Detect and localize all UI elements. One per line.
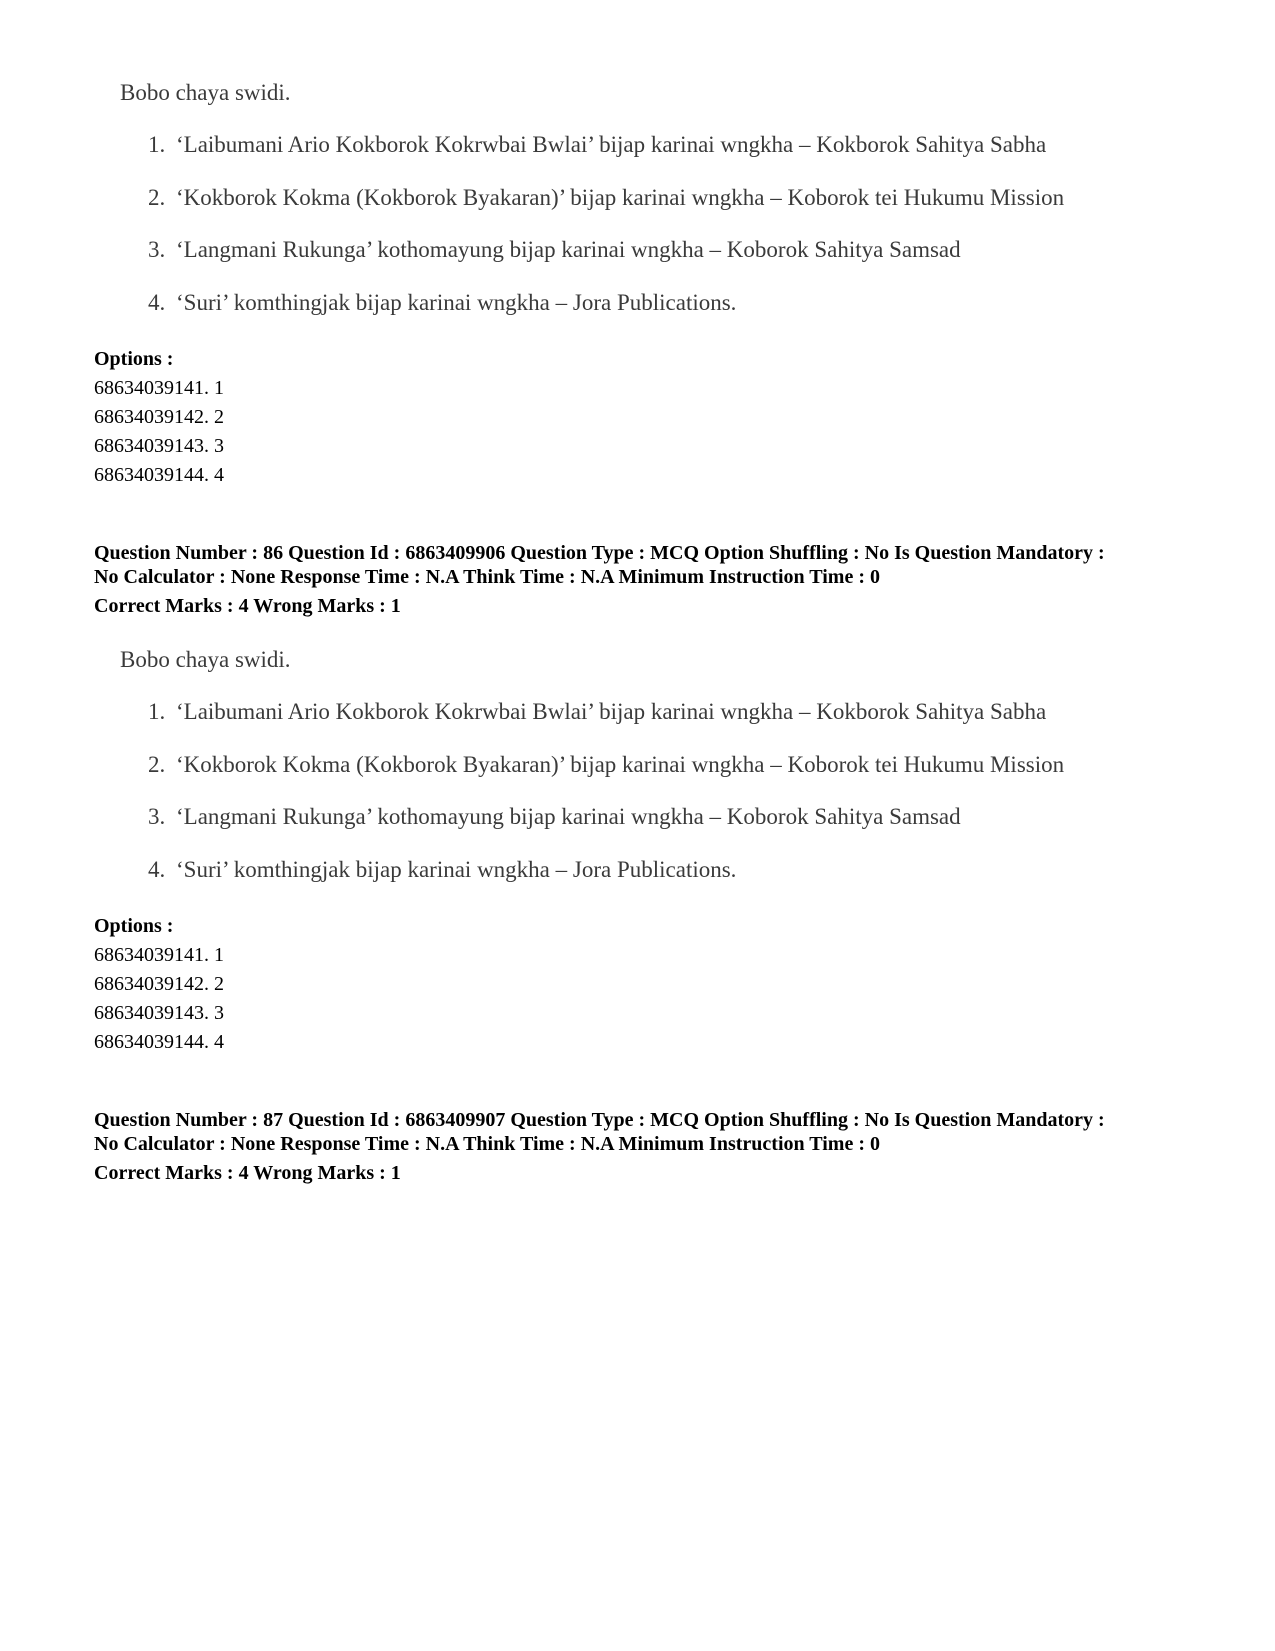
option-2: 68634039142. 2 [94,406,224,428]
option-1: 68634039141. 1 [94,944,224,966]
option-3: 68634039143. 3 [94,1002,224,1024]
question-86-header [94,541,1214,618]
statement-text: ‘Laibumani Ario Kokborok Kokrwbai Bwlai’ bijap karinai wngkha – Kokborok Sahitya Sabha [176,132,1047,157]
statement-number: 2. [148,752,166,777]
statement-2 [148,752,1064,778]
statement-number: 3. [148,804,166,829]
statement-text: ‘Laibumani Ario Kokborok Kokrwbai Bwlai’ bijap karinai wngkha – Kokborok Sahitya Sabha [176,699,1047,724]
question-intro: Bobo chaya swidi. [120,80,291,105]
question-marks: Correct Marks : 4 Wrong Marks : 1 [94,1162,401,1184]
statement-3 [148,237,961,263]
question-meta-line-2: No Calculator : None Response Time : N.A Think Time : N.A Minimum Instruction Time : 0 [94,566,880,588]
question-intro: Bobo chaya swidi. [120,647,291,672]
statement-4 [148,290,736,316]
question-meta-line-1: Question Number : 87 Question Id : 6863409907 Question Type : MCQ Option Shuffling : No Is Question Mandatory : [94,1109,1105,1131]
option-4: 68634039144. 4 [94,464,224,486]
statement-text: ‘Suri’ komthingjak bijap karinai wngkha – Jora Publications. [176,290,737,315]
question-87-header [94,1108,1214,1185]
statement-number: 1. [148,699,166,724]
option-4: 68634039144. 4 [94,1031,224,1053]
statement-4 [148,857,736,883]
statement-1 [148,132,1046,158]
options-block-86 [94,912,224,1057]
statement-text: ‘Langmani Rukunga’ kothomayung bijap karinai wngkha – Koborok Sahitya Samsad [176,804,961,829]
options-label: Options : [94,915,174,937]
statement-text: ‘Kokborok Kokma (Kokborok Byakaran)’ bijap karinai wngkha – Koborok tei Hukumu Mission [176,752,1065,777]
statement-text: ‘Suri’ komthingjak bijap karinai wngkha – Jora Publications. [176,857,737,882]
statement-number: 4. [148,290,166,315]
options-block-1 [94,345,224,490]
option-3: 68634039143. 3 [94,435,224,457]
option-2: 68634039142. 2 [94,973,224,995]
statement-3 [148,804,961,830]
statement-number: 3. [148,237,166,262]
statement-text: ‘Kokborok Kokma (Kokborok Byakaran)’ bijap karinai wngkha – Koborok tei Hukumu Mission [176,185,1065,210]
statement-number: 1. [148,132,166,157]
question-marks: Correct Marks : 4 Wrong Marks : 1 [94,595,401,617]
statement-text: ‘Langmani Rukunga’ kothomayung bijap karinai wngkha – Koborok Sahitya Samsad [176,237,961,262]
statement-1 [148,699,1046,725]
statement-number: 4. [148,857,166,882]
option-1: 68634039141. 1 [94,377,224,399]
statement-number: 2. [148,185,166,210]
question-meta-line-2: No Calculator : None Response Time : N.A Think Time : N.A Minimum Instruction Time : 0 [94,1133,880,1155]
statement-2 [148,185,1064,211]
options-label: Options : [94,348,174,370]
question-meta-line-1: Question Number : 86 Question Id : 6863409906 Question Type : MCQ Option Shuffling : No Is Question Mandatory : [94,542,1105,564]
